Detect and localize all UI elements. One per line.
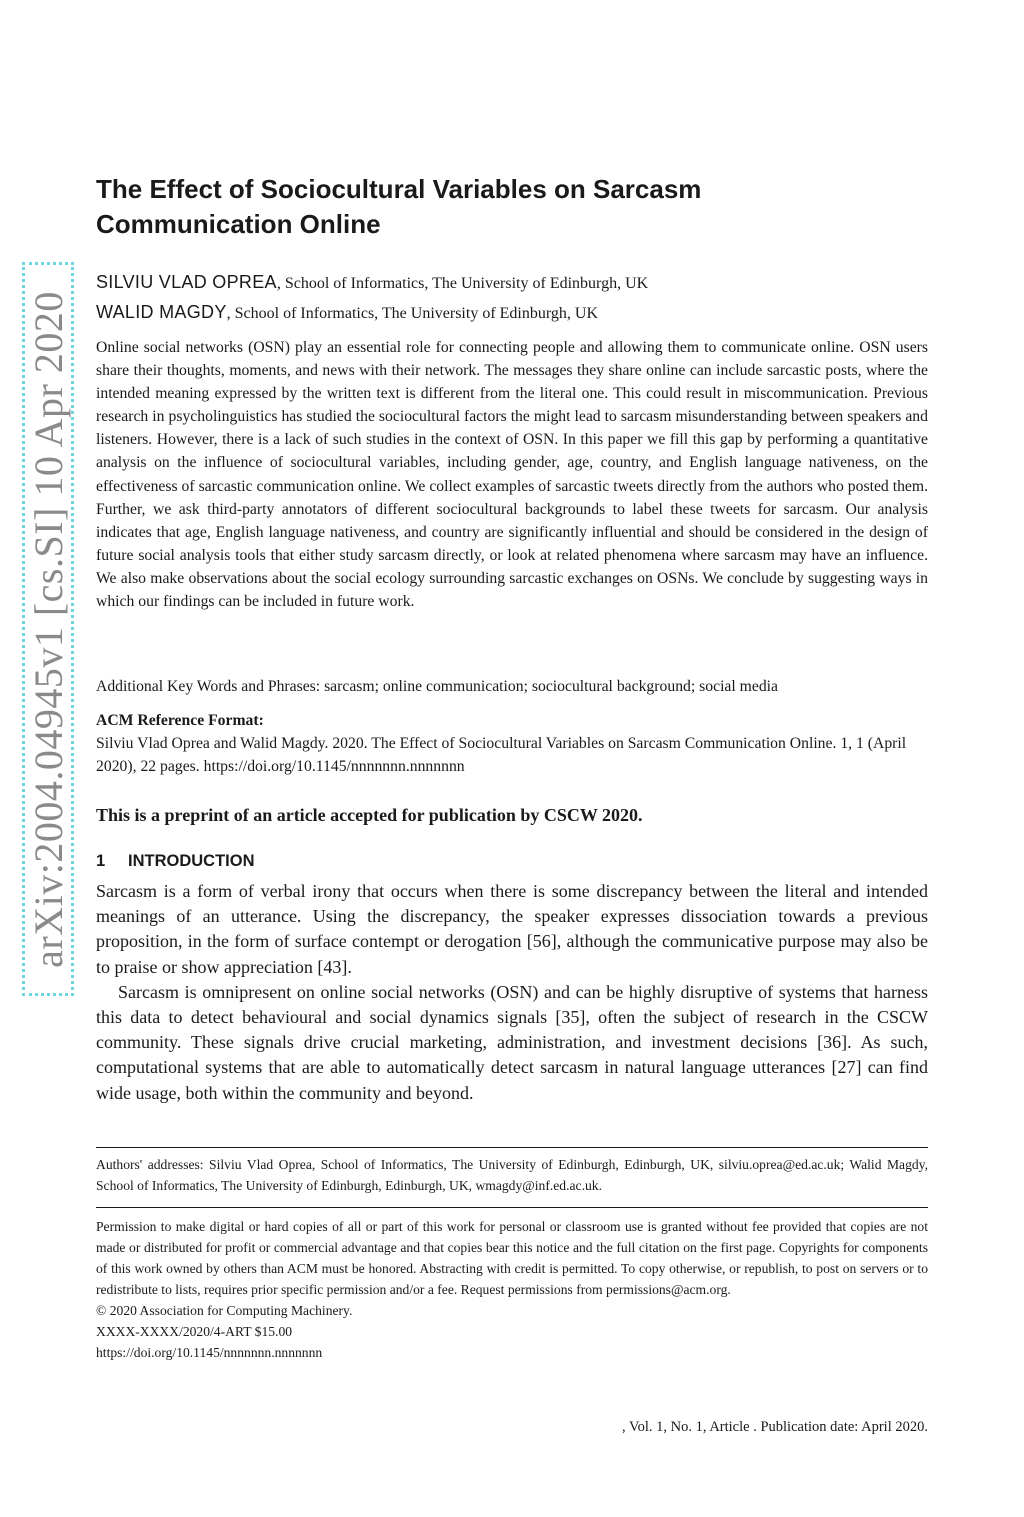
page-footer: , Vol. 1, No. 1, Article . Publication date: April 2020. xyxy=(622,1419,928,1435)
issn-line: XXXX-XXXX/2020/4-ART $15.00 xyxy=(96,1324,293,1339)
author-affiliation: , School of Informatics, The University of Edinburgh, UK xyxy=(276,275,649,292)
permission-divider xyxy=(96,1207,928,1208)
author-line xyxy=(96,268,928,298)
author-affiliation: , School of Informatics, The University of Edinburgh, UK xyxy=(226,305,599,322)
introduction-body xyxy=(96,879,928,1106)
permission-text: Permission to make digital or hard copies of all or part of this work for personal or classroom use is granted without fee provided that copies are not made or distributed for profit or commercial advantage and that copies bear this notice and the full citation on the first page. Copyrights for components of this work owned by others than ACM must be honored. Abstracting with credit is permitted. To copy otherwise, or republish, to post on servers or to redistribute to lists, requires prior specific permission and/or a fee. Request permissions from permissions@acm.org. xyxy=(96,1219,928,1297)
author-name: SILVIU VLAD OPREA xyxy=(96,272,277,292)
authors-addresses-text: Authors' addresses: Silviu Vlad Oprea, School of Informatics, The University of Edinburgh, Edinburgh, UK, silviu.oprea@ed.ac.uk; Walid Magdy, School of Informatics, The University of Edinburgh, Edinburgh, UK, wmagdy@inf.ed.ac.uk. xyxy=(96,1157,928,1193)
section-heading xyxy=(96,848,928,874)
abstract: Online social networks (OSN) play an essential role for connecting people and allowing them to communicate online. OSN users share their thoughts, moments, and news with their network. The messages they share online can include sarcastic posts, where the intended meaning expressed by the written text is different from the literal one. This could result in miscommunication. Previous research in psycholinguistics has studied the sociocultural factors the might lead to sarcasm misunderstanding between speakers and listeners. However, there is a lack of such studies in the context of OSN. In this paper we fill this gap by performing a quantitative analysis on the influence of sociocultural variables, including gender, age, country, and English language nativeness, on the effectiveness of sarcastic communication online. We collect examples of sarcastic tweets directly from the authors who posted them. Further, we ask third-party annotators of different sociocultural backgrounds to label these tweets for sarcasm. Our analysis indicates that age, English language nativeness, and country are significantly influential and should be considered in the design of future social analysis tools that either study sarcasm directly, or look at related phenomena where sarcasm may have an influence. We also make observations about the social ecology surrounding sarcastic exchanges on OSNs. We conclude by suggesting ways in which our findings can be included in future work. xyxy=(96,339,928,611)
paragraph: Sarcasm is omnipresent on online social networks (OSN) and can be highly disruptive of systems that harness this data to detect behavioural and social dynamics signals [35], often the subject of research in the CSCW community. These signals drive crucial marketing, administration, and investment decisions [36]. As such, computational systems that are able to automatically detect sarcasm in natural language utterances [27] can find wide usage, both within the community and beyond. xyxy=(96,981,928,1103)
author-line xyxy=(96,298,928,328)
arxiv-stamp xyxy=(22,262,74,996)
acm-reference xyxy=(96,709,928,778)
paper-title: The Effect of Sociocultural Variables on Sarcasm Communication Online xyxy=(96,174,702,239)
arxiv-stamp-text: arXiv:2004.04945v1 [cs.SI] 10 Apr 2020 xyxy=(25,290,71,968)
footnote-divider xyxy=(96,1147,928,1148)
preprint-note: This is a preprint of an article accepted for publication by CSCW 2020. xyxy=(96,805,643,825)
section-number: 1 xyxy=(96,852,106,870)
paragraph: Sarcasm is a form of verbal irony that occurs when there is some discrepancy between the literal and intended meanings of an utterance. Using the discrepancy, the speaker expresses dissociation towards a previous proposition, in the form of surface contempt or derogation [56], although the communicative purpose may also be to praise or show appreciation [43]. xyxy=(96,881,928,977)
doi-line: https://doi.org/10.1145/nnnnnnn.nnnnnnn xyxy=(96,1345,323,1360)
author-name: WALID MAGDY xyxy=(96,302,227,322)
acm-reference-label: ACM Reference Format: xyxy=(96,712,264,729)
copyright-line: © 2020 Association for Computing Machinery. xyxy=(96,1303,353,1318)
section-title: INTRODUCTION xyxy=(128,852,255,870)
keywords: Additional Key Words and Phrases: sarcasm; online communication; sociocultural background; social media xyxy=(96,678,778,695)
acm-reference-text: Silviu Vlad Oprea and Walid Magdy. 2020. The Effect of Sociocultural Variables on Sarcasm Communication Online. 1, 1 (April 2020), 22 pages. https://doi.org/10.1145/nnnnnnn.nnnnnnn xyxy=(96,735,907,775)
author-list xyxy=(96,268,928,328)
permission-block xyxy=(96,1216,928,1363)
authors-addresses xyxy=(96,1154,928,1196)
